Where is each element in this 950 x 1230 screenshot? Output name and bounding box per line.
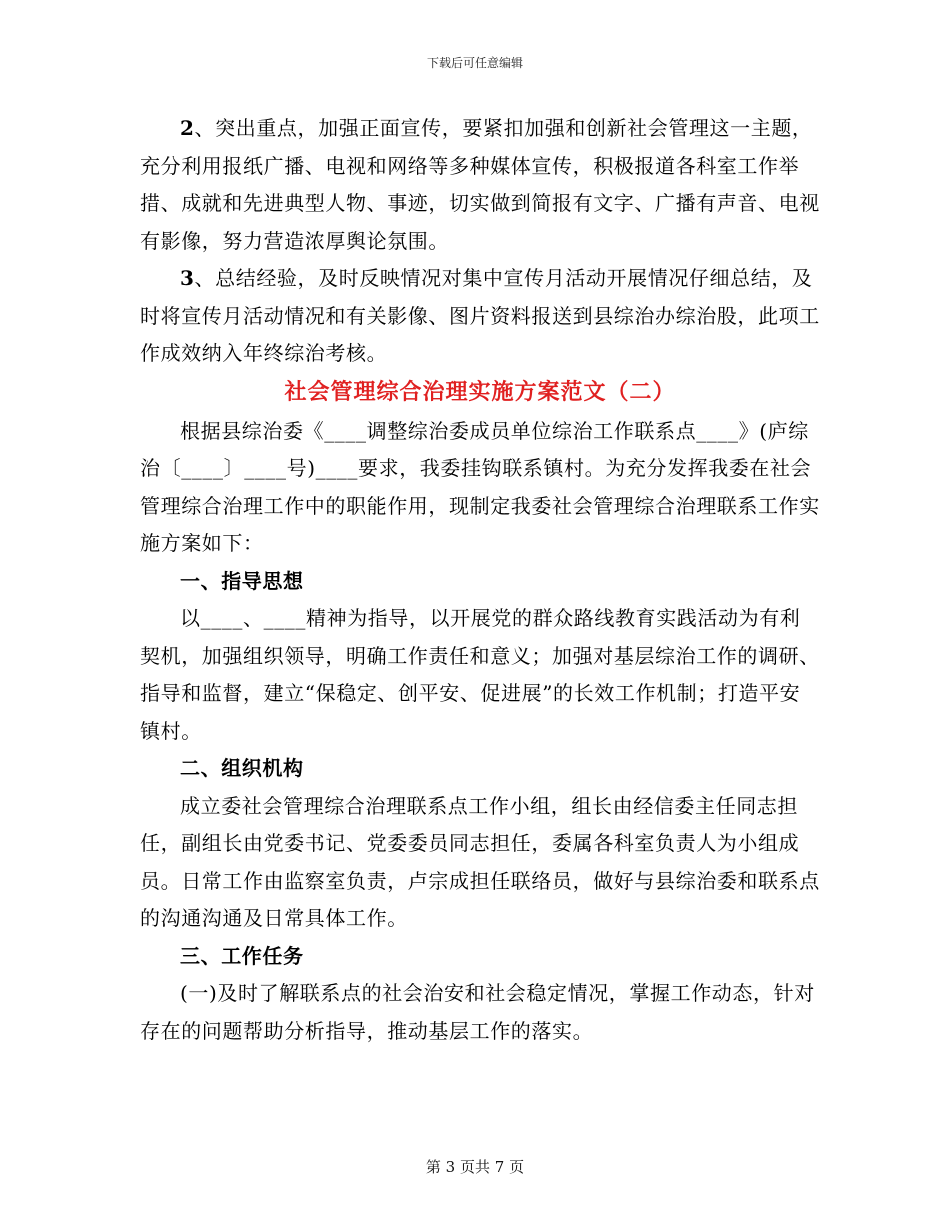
- paragraph-item-3: [140, 260, 820, 373]
- paragraph-text: 、突出重点，加强正面宣传，要紧扣加强和创新社会管理这一主题，充分利用报纸广播、电视和网络等多种媒体宣传，积极报道各科室工作举措、成就和先进典型人物、事迹，切实做到简报有文字、广播有声音、电视有影像，努力营造浓厚舆论氛围。: [140, 116, 820, 253]
- page-number: 第 3 页共 7 页: [425, 1158, 525, 1176]
- paragraph-guiding-ideology: 以____、____精神为指导，以开展党的群众路线教育实践活动为有利契机，加强组织领导，明确工作责任和意义；加强对基层综治工作的调研、指导和监督，建立“保稳定、创平安、促进展”的长效工作机制；打造平安镇村。: [140, 606, 820, 743]
- heading-organization: 二、组织机构: [180, 756, 304, 780]
- page-header-note: 下载后可任意编辑: [426, 56, 523, 70]
- paragraph-organization: 成立委社会管理综合治理联系点工作小组，组长由经信委主任同志担任，副组长由党委书记、党委委员同志担任，委属各科室负责人为小组成员。日常工作由监察室负责，卢宗成担任联络员，做好与县综治委和联系点的沟通沟通及日常具体工作。: [140, 793, 820, 930]
- paragraph-text: 、总结经验，及时反映情况对集中宣传月活动开展情况仔细总结，及时将宣传月活动情况和有关影像、图片资料报送到县综治办综治股，此项工作成效纳入年终综治考核。: [140, 266, 820, 365]
- paragraph-intro: 根据县综治委《____调整综治委成员单位综治工作联系点____》(庐综治〔____〕____号)____要求，我委挂钩联系镇村。为充分发挥我委在社会管理综合治理工作中的职能作用，现制定我委社会管理综合治理联系工作实施方案如下：: [140, 418, 820, 555]
- section-title: 社会管理综合治理实施方案范文（二）: [284, 379, 676, 405]
- paragraph-work-tasks-1: (一)及时了解联系点的社会治安和社会稳定情况，掌握工作动态，针对存在的问题帮助分析指导，推动基层工作的落实。: [140, 981, 815, 1043]
- heading-guiding-ideology: 一、指导思想: [180, 568, 304, 593]
- paragraph-item-2: [140, 110, 820, 260]
- item-number: 3: [180, 266, 195, 290]
- document-body: [140, 110, 820, 1050]
- item-number: 2: [180, 116, 195, 140]
- heading-work-tasks: 三、工作任务: [180, 943, 304, 968]
